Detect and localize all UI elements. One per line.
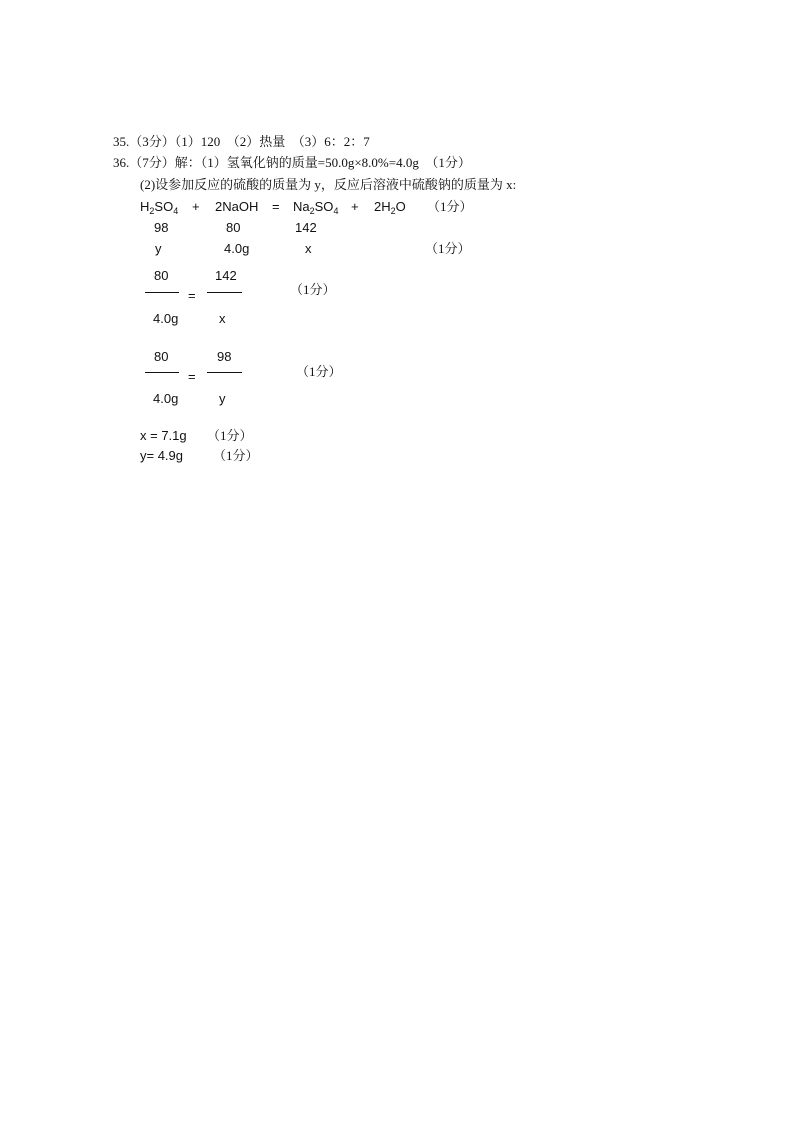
mass-na2so4: 142 xyxy=(295,220,317,235)
ratio1-numerator-left: 80 xyxy=(154,268,169,283)
ratio2-numerator-right: 98 xyxy=(217,349,232,364)
ratio1-numerator-right: 142 xyxy=(215,268,237,283)
ratio2-denominator-left: 4.0g xyxy=(153,391,179,406)
ratio1-fraction-bar-left xyxy=(145,292,179,293)
q36-line2: (2)设参加反应的硫酸的质量为 y，反应后溶液中硫酸钠的质量为 x: xyxy=(140,177,517,192)
q35-line: 35.（3分）（1）120 （2）热量 （3）6：2：7 xyxy=(113,134,370,149)
unknown-y: y xyxy=(155,241,162,256)
unknown-x: x xyxy=(305,241,312,256)
result-y: y= 4.9g xyxy=(140,448,184,463)
ratio1-denominator-left: 4.0g xyxy=(153,311,179,326)
ratio2-fraction-bar-left xyxy=(145,372,179,373)
ratio2-numerator-left: 80 xyxy=(154,349,169,364)
score-label: （1分） xyxy=(207,428,253,443)
score-label: （1分） xyxy=(213,448,259,463)
ratio1-fraction-bar-right xyxy=(207,292,242,293)
ratio2-fraction-bar-right xyxy=(207,372,242,373)
formula-na2so4: $Na_2SO_4$ xyxy=(293,199,339,216)
formula-h2so4: $H_2SO_4$ xyxy=(140,199,179,216)
score-label: （1分） xyxy=(427,199,473,214)
ratio1-denominator-right: x xyxy=(219,311,226,326)
mass-h2so4: 98 xyxy=(154,220,169,235)
plus-sign: + xyxy=(192,199,200,214)
plus-sign: + xyxy=(351,199,359,214)
known-naoh-mass: 4.0g xyxy=(224,241,250,256)
q36-line1: 36.（7分）解：（1）氢氧化钠的质量=50.0g×8.0%=4.0g （1分） xyxy=(113,155,471,170)
mass-naoh: 80 xyxy=(226,220,241,235)
ratio2-equals: = xyxy=(188,369,196,384)
ratio2-denominator-right: y xyxy=(219,391,226,406)
ratio1-equals: = xyxy=(188,288,196,303)
score-label: （1分） xyxy=(425,241,471,256)
score-label: （1分） xyxy=(290,282,336,297)
equals-sign: = xyxy=(272,199,280,214)
formula-naoh: 2NaOH xyxy=(215,199,259,214)
score-label: （1分） xyxy=(296,364,342,379)
result-x: x = 7.1g xyxy=(140,428,187,443)
formula-h2o: $2H_2O$ xyxy=(374,199,406,216)
